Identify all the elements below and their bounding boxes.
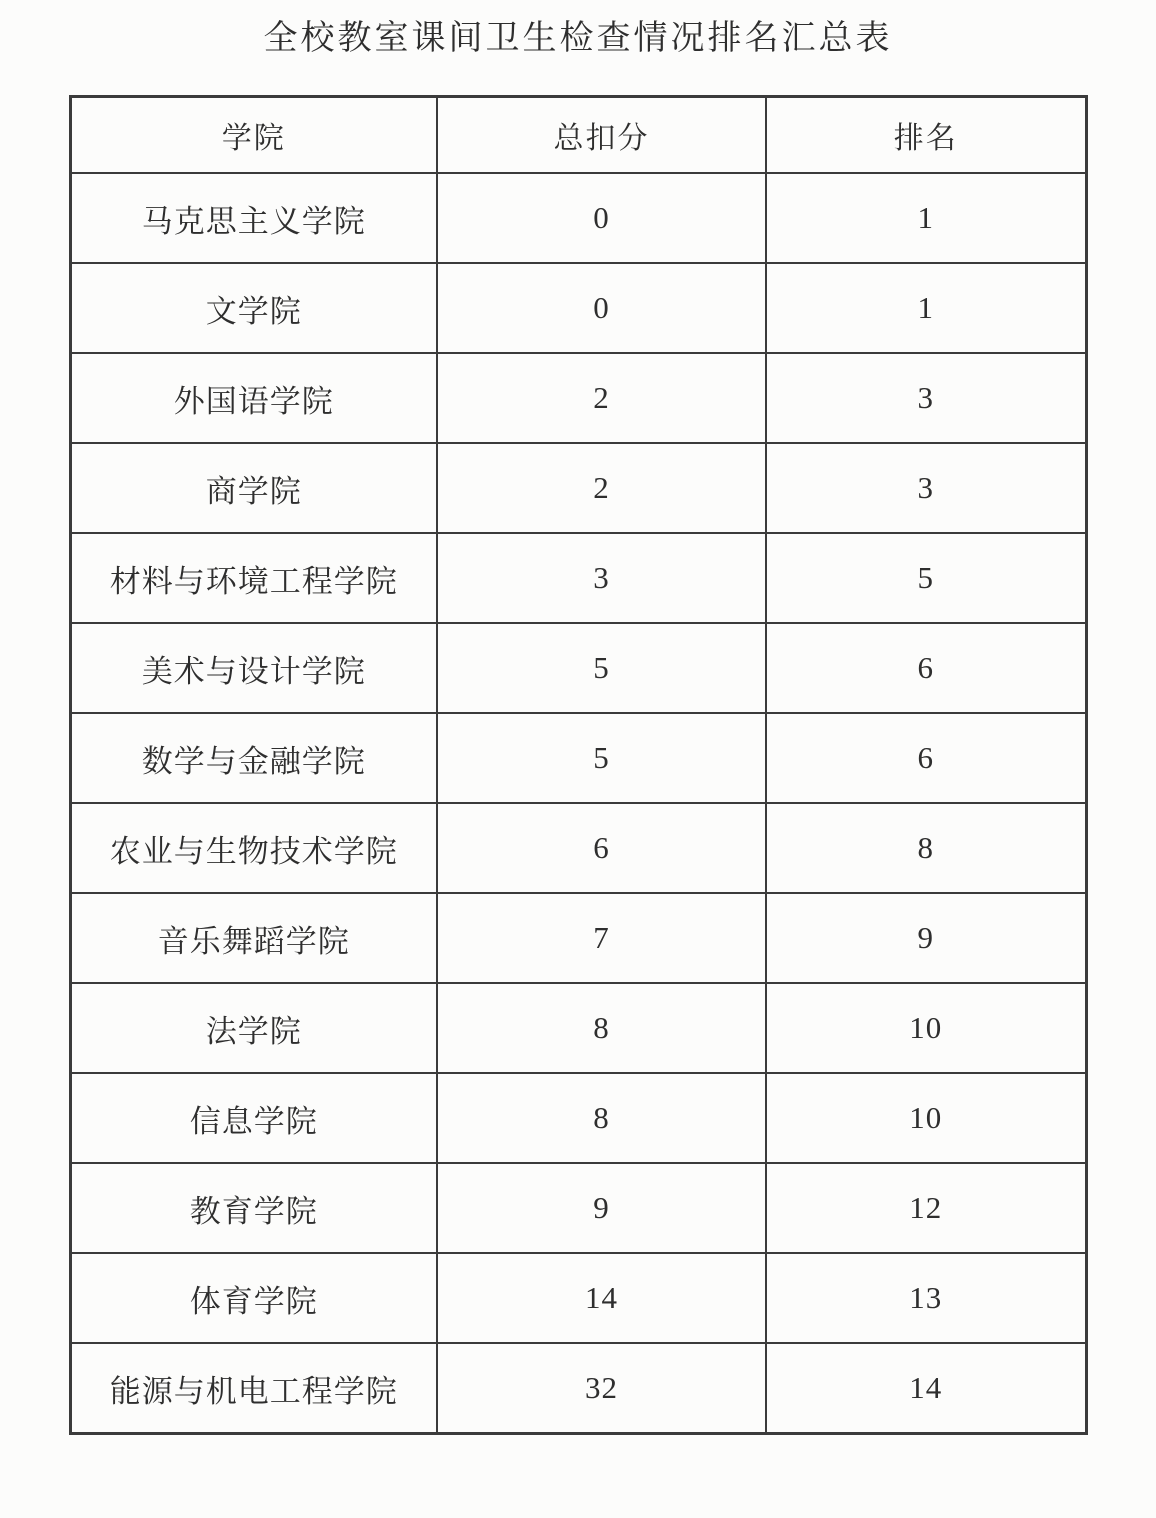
deduction-cell: 0 xyxy=(437,263,766,353)
deduction-cell: 9 xyxy=(437,1163,766,1253)
deduction-cell: 2 xyxy=(437,353,766,443)
college-cell: 材料与环境工程学院 xyxy=(70,533,437,623)
table-row xyxy=(70,803,1086,893)
rank-cell: 6 xyxy=(766,623,1086,713)
college-cell: 商学院 xyxy=(70,443,437,533)
table-row xyxy=(70,623,1086,713)
deduction-cell: 32 xyxy=(437,1343,766,1434)
college-cell: 教育学院 xyxy=(70,1163,437,1253)
rank-cell: 13 xyxy=(766,1253,1086,1343)
college-cell: 音乐舞蹈学院 xyxy=(70,893,437,983)
deduction-cell: 7 xyxy=(437,893,766,983)
table-row xyxy=(70,353,1086,443)
rank-cell: 10 xyxy=(766,1073,1086,1163)
rank-cell: 9 xyxy=(766,893,1086,983)
deduction-cell: 5 xyxy=(437,713,766,803)
deduction-cell: 3 xyxy=(437,533,766,623)
table-row xyxy=(70,983,1086,1073)
college-cell: 法学院 xyxy=(70,983,437,1073)
college-cell: 数学与金融学院 xyxy=(70,713,437,803)
document-page xyxy=(0,10,1156,1518)
college-cell: 美术与设计学院 xyxy=(70,623,437,713)
college-cell: 能源与机电工程学院 xyxy=(70,1343,437,1434)
column-header-rank: 排名 xyxy=(766,97,1086,174)
college-cell: 马克思主义学院 xyxy=(70,173,437,263)
table-row xyxy=(70,1073,1086,1163)
rank-cell: 12 xyxy=(766,1163,1086,1253)
document-title: 全校教室课间卫生检查情况排名汇总表 xyxy=(263,20,893,57)
college-cell: 文学院 xyxy=(70,263,437,353)
table-row xyxy=(70,713,1086,803)
deduction-cell: 5 xyxy=(437,623,766,713)
table-row xyxy=(70,1253,1086,1343)
table-row xyxy=(70,893,1086,983)
college-cell: 体育学院 xyxy=(70,1253,437,1343)
table-row xyxy=(70,1163,1086,1253)
rank-cell: 6 xyxy=(766,713,1086,803)
table-row xyxy=(70,263,1086,353)
rank-cell: 3 xyxy=(766,353,1086,443)
rank-cell: 3 xyxy=(766,443,1086,533)
rank-cell: 1 xyxy=(766,173,1086,263)
deduction-cell: 14 xyxy=(437,1253,766,1343)
table-row xyxy=(70,443,1086,533)
column-header-deduction: 总扣分 xyxy=(437,97,766,174)
table-body xyxy=(70,173,1086,1434)
rank-cell: 5 xyxy=(766,533,1086,623)
deduction-cell: 8 xyxy=(437,1073,766,1163)
table-row xyxy=(70,533,1086,623)
college-cell: 外国语学院 xyxy=(70,353,437,443)
college-cell: 信息学院 xyxy=(70,1073,437,1163)
rank-cell: 8 xyxy=(766,803,1086,893)
deduction-cell: 2 xyxy=(437,443,766,533)
college-cell: 农业与生物技术学院 xyxy=(70,803,437,893)
deduction-cell: 0 xyxy=(437,173,766,263)
deduction-cell: 6 xyxy=(437,803,766,893)
rank-cell: 14 xyxy=(766,1343,1086,1434)
ranking-table xyxy=(69,95,1088,1435)
column-header-college: 学院 xyxy=(70,97,437,174)
deduction-cell: 8 xyxy=(437,983,766,1073)
table-row xyxy=(70,1343,1086,1434)
table-row xyxy=(70,173,1086,263)
rank-cell: 10 xyxy=(766,983,1086,1073)
rank-cell: 1 xyxy=(766,263,1086,353)
header-row xyxy=(70,97,1086,174)
